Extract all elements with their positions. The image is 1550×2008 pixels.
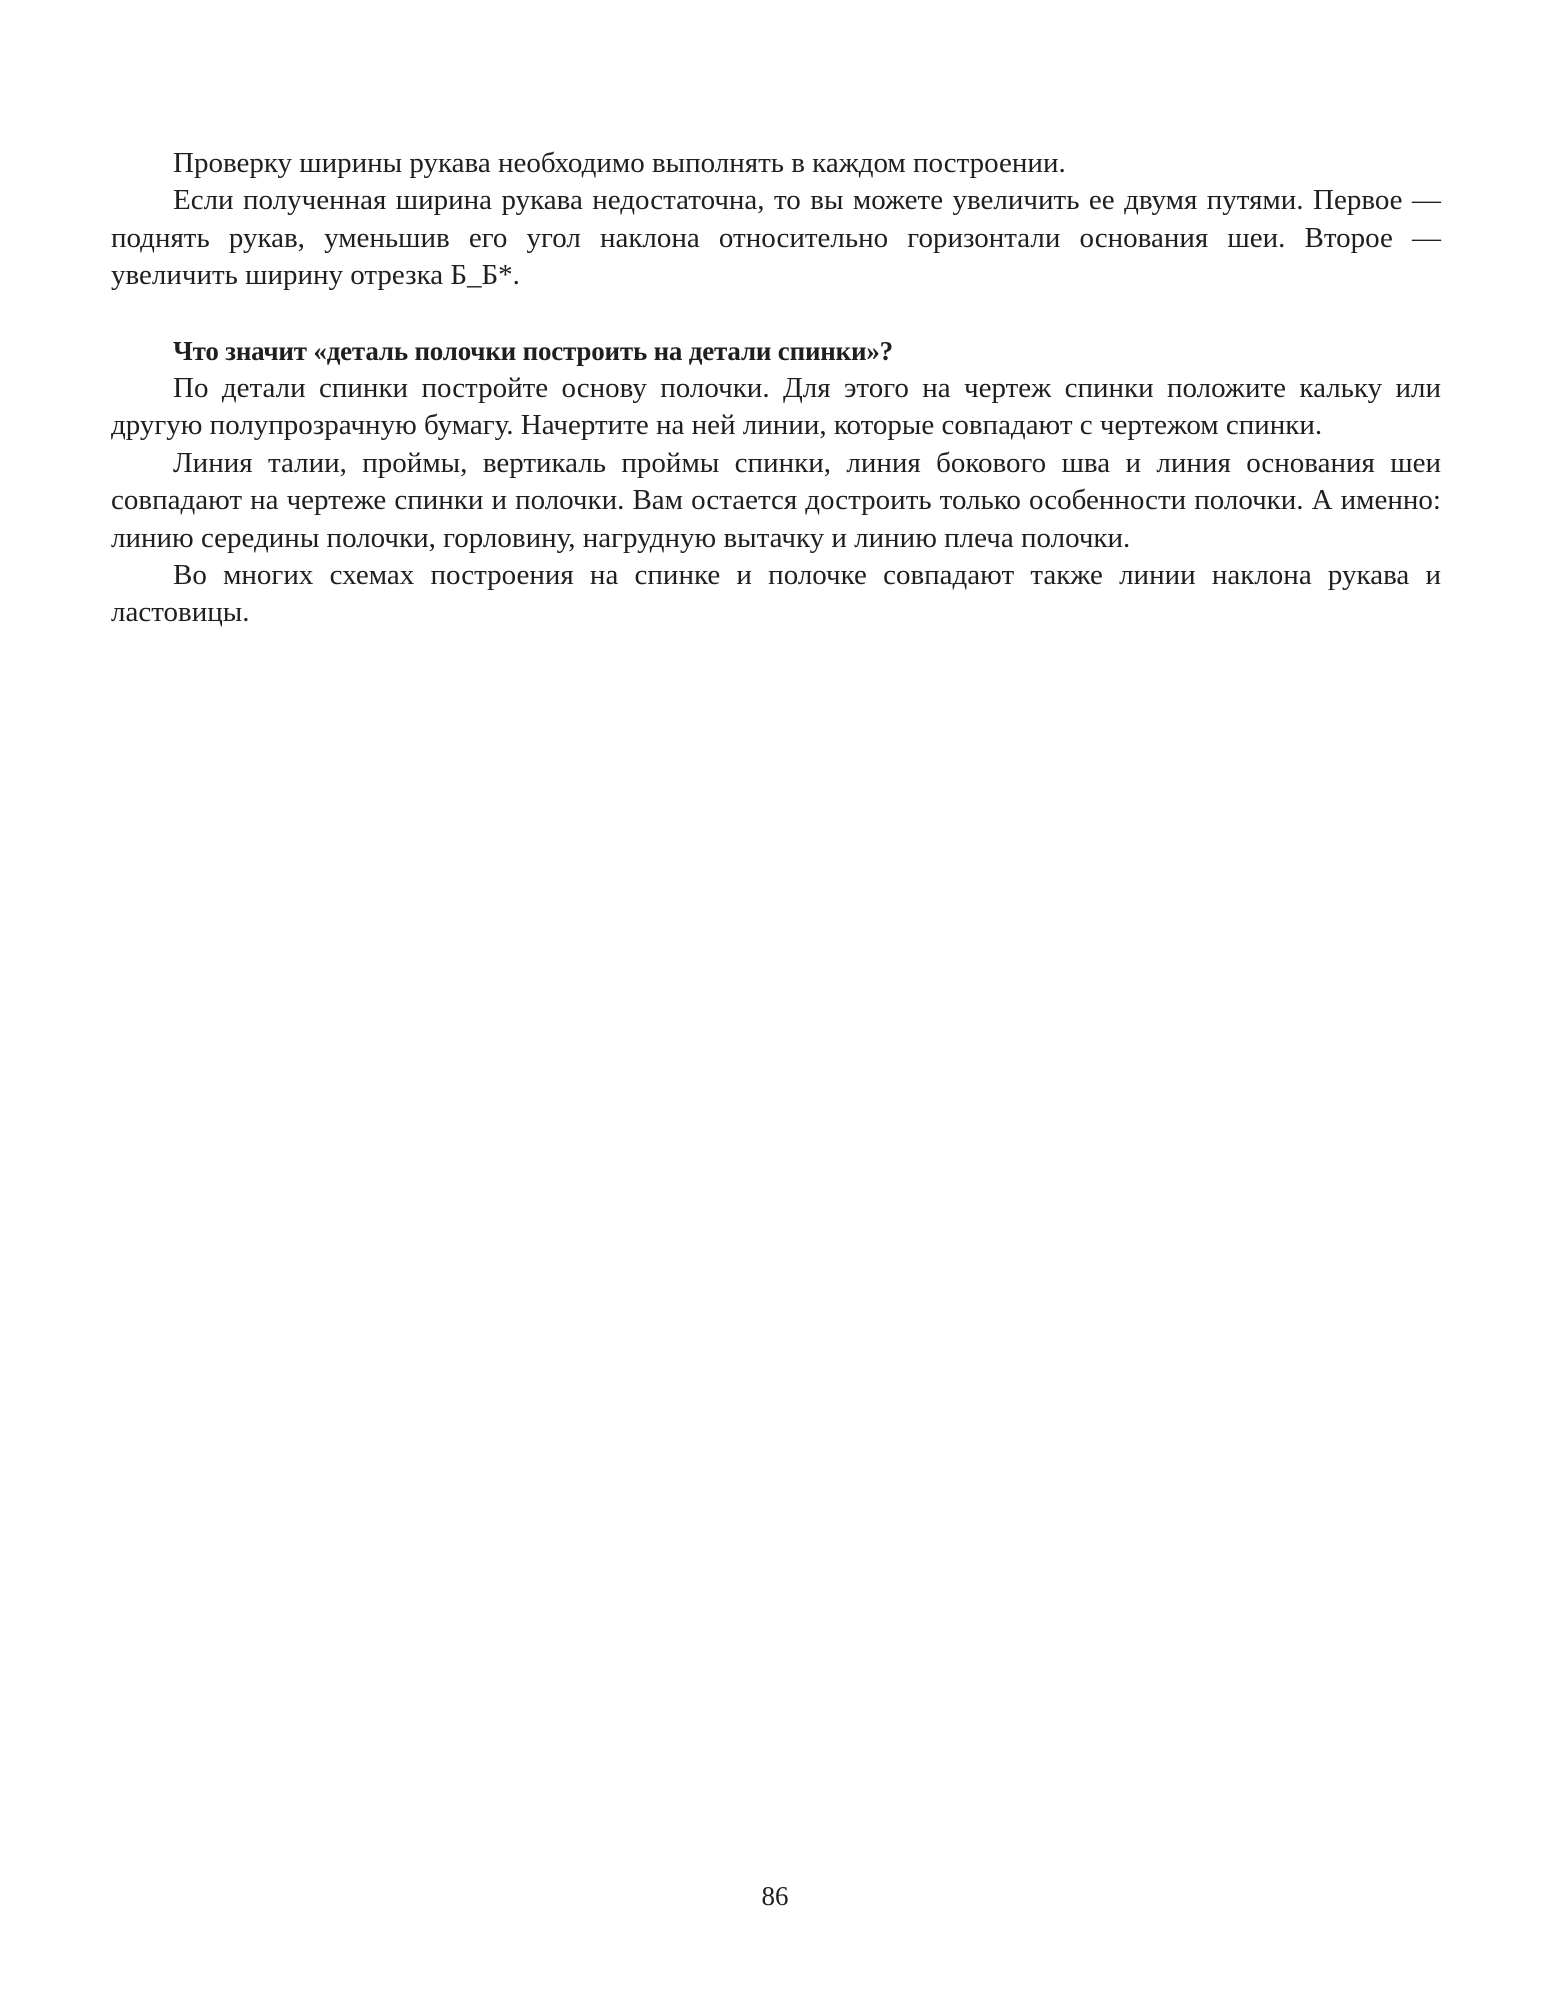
paragraph: Линия талии, проймы, вертикаль проймы спинки, линия бокового шва и линия основания шеи совпадают на чертеже спинки и полочки. Вам остается достроить только особенности полочки. А именно: линию середины полочки, горловину, нагрудную вытачку и линию плеча полочки.: [111, 446, 1441, 554]
page-number: 86: [761, 1881, 789, 1911]
paragraph: Во многих схемах построения на спинке и полочке совпадают также линии наклона рукава и ластовицы.: [111, 559, 1441, 629]
paragraph: По детали спинки постройте основу полочки. Для этого на чертеж спинки положите кальку или другую полупрозрачную бумагу. Начертите на ней линии, которые совпадают с чертежом спинки.: [111, 372, 1441, 442]
paragraph: Если полученная ширина рукава недостаточна, то вы можете увеличить ее двумя путями. Первое — поднять рукав, уменьшив его угол наклона относительно горизонтали основания шеи. Второе — увеличить ширину отрезка Б_Б*.: [111, 184, 1441, 292]
body-text: [111, 145, 1441, 632]
paragraph: Проверку ширины рукава необходимо выполнять в каждом построении.: [173, 147, 1066, 179]
section-heading: Что значит «деталь полочки построить на детали спинки»?: [173, 335, 893, 366]
